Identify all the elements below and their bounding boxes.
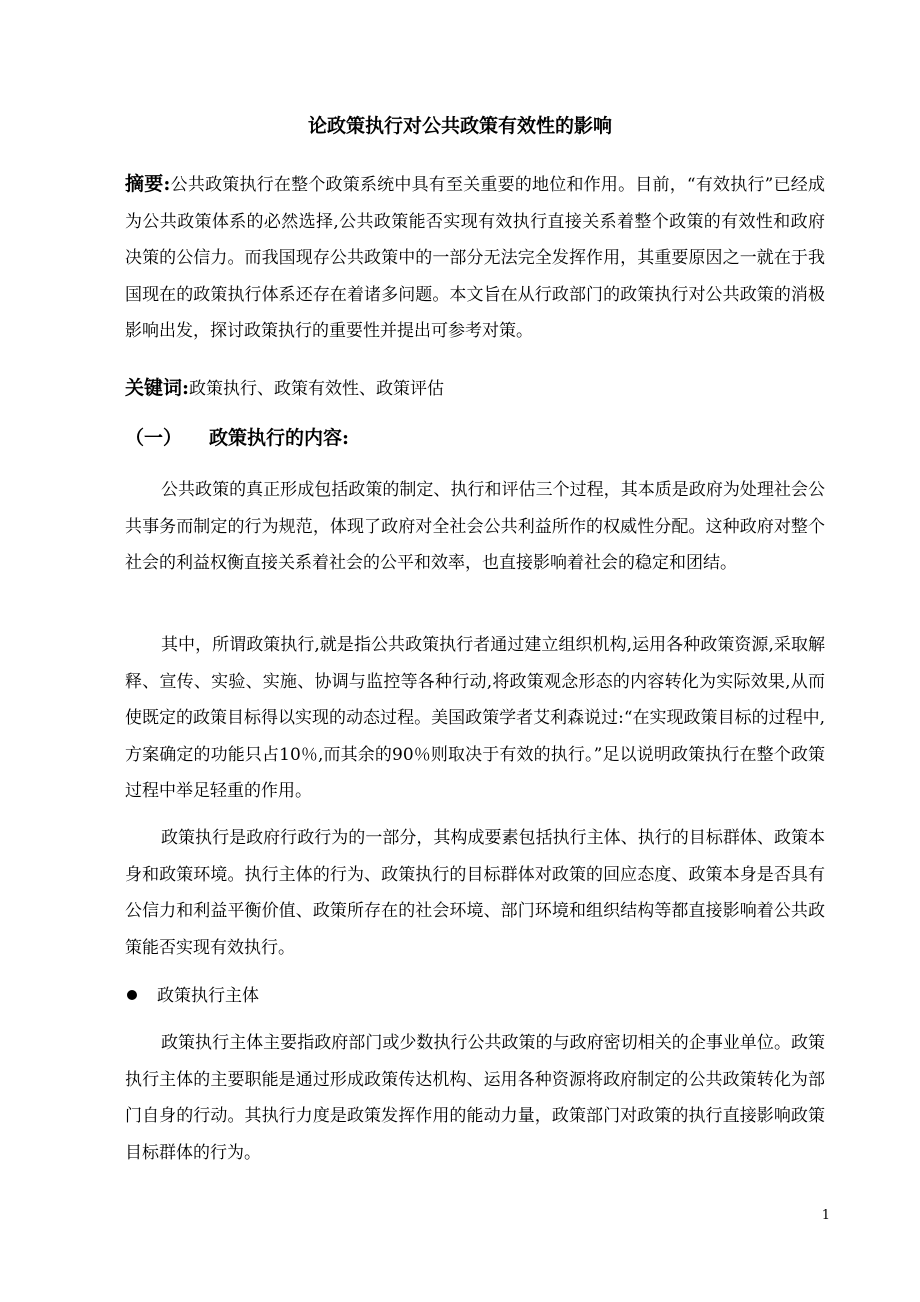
body-paragraph-2: 其中，所谓政策执行,就是指公共政策执行者通过建立组织机构,运用各种政策资源,采取解释、宣传、实验、实施、协调与监控等各种行动,将政策观念形态的内容转化为实际效果,从而使既定的政策目标得以实现的动态过程。美国政策学者艾利森说过:“在实现政策目标的过程中,方案确定的功能只占10％,而其余的90％则取决于有效的执行。”足以说明政策执行在整个政策过程中举足轻重的作用。 [125, 635, 825, 801]
keywords [125, 370, 825, 408]
keywords-label: 关键词: [125, 377, 190, 399]
abstract [125, 166, 825, 350]
body-paragraph-1: 公共政策的真正形成包括政策的制定、执行和评估三个过程，其本质是政府为处理社会公共事务而制定的行为规范，体现了政府对全社会公共利益所作的权威性分配。这种政府对整个社会的利益权衡直接关系着社会的公平和效率，也直接影响着社会的稳定和团结。 [125, 480, 825, 573]
section-heading [125, 420, 349, 456]
abstract-label: 摘要: [125, 173, 171, 195]
bullet-text: 政策执行主体 [157, 986, 259, 1006]
bullet-item [127, 978, 259, 1014]
keywords-text: 政策执行、政策有效性、政策评估 [189, 379, 445, 399]
section-number: （一） [125, 427, 183, 449]
body-paragraph-4: 政策执行主体主要指政府部门或少数执行公共政策的与政府密切相关的企事业单位。政策执行主体的主要职能是通过形成政策传达机构、运用各种资源将政府制定的公共政策转化为部门自身的行动。其执行力度是政策发挥作用的能动力量，政策部门对政策的执行直接影响政策目标群体的行为。 [125, 1033, 825, 1163]
section-title: 政策执行的内容: [209, 427, 350, 449]
bullet-dot-icon [127, 990, 137, 1000]
document-title: 论政策执行对公共政策有效性的影响 [307, 115, 612, 137]
page-number: 1 [821, 1208, 830, 1223]
body-paragraph-3: 政策执行是政府行政行为的一部分，其构成要素包括执行主体、执行的目标群体、政策本身和政策环境。执行主体的行为、政策执行的目标群体对政策的回应态度、政策本身是否具有公信力和利益平衡价值、政策所存在的社会环境、部门环境和组织结构等都直接影响着公共政策能否实现有效执行。 [125, 828, 825, 958]
abstract-text: 公共政策执行在整个政策系统中具有至关重要的地位和作用。目前，“有效执行”已经成为公共政策体系的必然选择,公共政策能否实现有效执行直接关系着整个政策的有效性和政府决策的公信力。而我国现存公共政策中的一部分无法完全发挥作用，其重要原因之一就在于我国现在的政策执行体系还存在着诸多问题。本文旨在从行政部门的政策执行对公共政策的消极影响出发，探讨政策执行的重要性并提出可参考对策。 [125, 175, 825, 341]
